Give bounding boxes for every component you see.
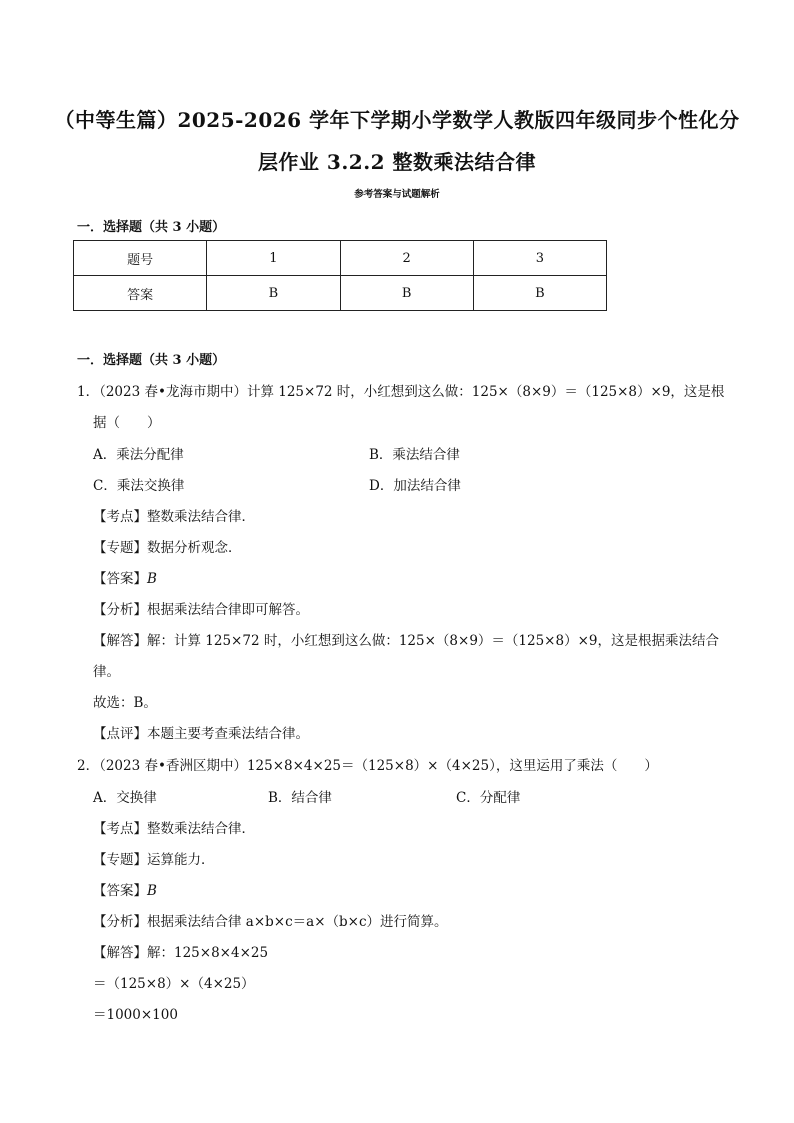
q1-fenxi-text: 根据乘法结合律即可解答。 [147, 602, 309, 618]
answer-table-header-label: 题号 [74, 241, 207, 276]
q1-jieda-tag: 【解答】 [93, 633, 147, 649]
q1-answer-tag: 【答案】 [93, 571, 147, 587]
q2-calc-line-1: ＝（125×8）×（4×25） [93, 976, 255, 992]
answer-table-row-numbers [74, 241, 607, 276]
answer-table-answer-label: 答案 [74, 276, 207, 311]
q1-option-a: A．乘法分配律 [93, 447, 184, 463]
document-subtitle: 参考答案与试题解析 [354, 189, 440, 200]
q2-jieda-text: 解：125×8×4×25 [147, 945, 269, 961]
q1-jieda-text: 解：计算 125×72 时，小红想到这么做：125×（8×9）＝（125×8）×9，这是根据乘法结合 [147, 633, 719, 649]
document-title-line-2: 层作业 3.2.2 整数乘法结合律 [257, 150, 537, 174]
q2-kaodian [93, 817, 255, 837]
answer-table-number-3: 3 [473, 241, 606, 276]
answer-table-number-2: 2 [340, 241, 473, 276]
q2-stem: 2．（2023 春•香洲区期中）125×8×4×25＝（125×8）×（4×25），这里运用了乘法（ ） [77, 758, 658, 774]
answer-table-number-1: 1 [207, 241, 340, 276]
q2-answer-tag: 【答案】 [93, 883, 147, 899]
q2-answer-text: B [147, 883, 157, 899]
q2-fenxi-tag: 【分析】 [93, 914, 147, 930]
q2-jieda-tag: 【解答】 [93, 945, 147, 961]
q1-stem-line-1: 1．（2023 春•龙海市期中）计算 125×72 时，小红想到这么做：125×（8×9）＝（125×8）×9，这是根 [77, 384, 725, 400]
q1-jieda-line-1 [93, 629, 719, 649]
q2-fenxi [93, 910, 448, 930]
q2-zhuanti-tag: 【专题】 [93, 852, 147, 868]
answer-table-answer-1: B [207, 276, 340, 311]
q1-dianping [93, 722, 309, 742]
q2-kaodian-tag: 【考点】 [93, 821, 147, 837]
q2-jieda-line-1 [93, 941, 268, 961]
answer-table [73, 240, 607, 311]
q2-zhuanti [93, 848, 215, 868]
q2-zhuanti-text: 运算能力． [147, 852, 215, 868]
section-heading-answer-table: 一．选择题（共 3 小题） [77, 220, 226, 235]
q1-jieda-line-2: 律。 [93, 664, 120, 680]
document-title-line-1: （中等生篇）2025-2026 学年下学期小学数学人教版四年级同步个性化分 [54, 108, 740, 132]
q1-kaodian-tag: 【考点】 [93, 509, 147, 525]
q1-answer [93, 567, 157, 587]
q1-zhuanti-text: 数据分析观念． [147, 540, 242, 556]
q1-option-c: C．乘法交换律 [93, 478, 185, 494]
answer-table-row-answers [74, 276, 607, 311]
q1-kaodian [93, 505, 255, 525]
q1-option-b: B．乘法结合律 [369, 447, 460, 463]
answer-table-answer-2: B [340, 276, 473, 311]
section-heading-questions: 一．选择题（共 3 小题） [77, 353, 226, 368]
q2-calc-line-2: ＝1000×100 [93, 1007, 178, 1023]
q1-choice: 故选：B。 [93, 695, 157, 711]
q2-option-b: B．结合律 [268, 790, 332, 806]
q1-answer-text: B [147, 571, 157, 587]
q1-kaodian-text: 整数乘法结合律． [147, 509, 255, 525]
q2-option-a: A．交换律 [93, 790, 157, 806]
q1-zhuanti-tag: 【专题】 [93, 540, 147, 556]
q1-fenxi [93, 598, 309, 618]
q2-option-c: C．分配律 [456, 790, 521, 806]
q1-stem-line-2: 据（ ） [93, 415, 161, 431]
q2-kaodian-text: 整数乘法结合律． [147, 821, 255, 837]
q2-fenxi-text: 根据乘法结合律 a×b×c＝a×（b×c）进行简算。 [147, 914, 448, 930]
q2-answer [93, 879, 157, 899]
q1-dianping-tag: 【点评】 [93, 726, 147, 742]
q1-zhuanti [93, 536, 242, 556]
q1-fenxi-tag: 【分析】 [93, 602, 147, 618]
answer-table-answer-3: B [473, 276, 606, 311]
q1-dianping-text: 本题主要考查乘法结合律。 [147, 726, 309, 742]
q1-option-d: D．加法结合律 [369, 478, 461, 494]
